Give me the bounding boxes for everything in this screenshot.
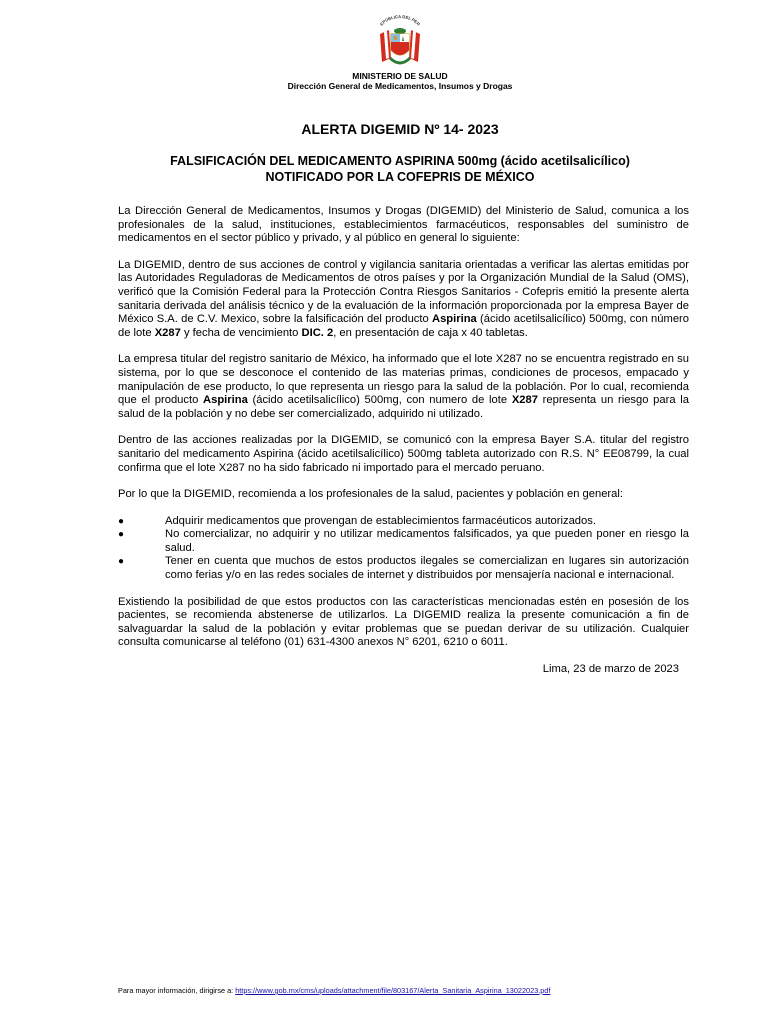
list-item: ● Adquirir medicamentos que provengan de establecimientos farmacéuticos autorizados. (118, 514, 596, 527)
document-date: Lima, 23 de marzo de 2023 (542, 663, 679, 676)
paragraph-bayer-contact: Dentro de las acciones realizadas por la DIGEMID, se comunicó con la empresa Bayer S.A. titular del registro sanitario del medicamento Aspirina (ácido acetilsalicílico) 500mg tableta autorizado con R.S. N° EE08799, la cual confirma que el lote X287 no ha sido fabricado ni importado para el mercado peruano. (118, 434, 689, 474)
paragraph-intro: La Dirección General de Medicamentos, Insumos y Drogas (DIGEMID) del Ministerio de Salud, comunica a los profesionales de la salud, instituciones, establecimientos farmacéuticos, responsables del suministro de medicamentos en el sector público y privado, y al público en general lo siguiente: (118, 205, 689, 245)
svg-text:REPÚBLICA DEL PERÚ: EPÚBLICA DEL PER (378, 14, 422, 27)
recommendation-list (118, 515, 689, 583)
document-body (118, 205, 689, 690)
paragraph-recommendation: Por lo que la DIGEMID, recomienda a los profesionales de la salud, pacientes y población en general: (118, 488, 623, 501)
list-item: ● Tener en cuenta que muchos de estos productos ilegales se comercializan en lugares sin autorización como ferias y/o en las redes sociales de internet y distribuidos por mensajería nacional e internacional. (118, 555, 689, 582)
paragraph-closing: Existiendo la posibilidad de que estos productos con las características mencionadas estén en posesión de los pacientes, se recomienda abstenerse de utilizarlos. La DIGEMID realiza la presente comunicación a fin de salvaguardar la salud de la población y evitar problemas que se puedan derivar de su utilización. Cualquier consulta comunicarse al teléfono (01) 631-4300 anexos N° 6201, 6210 o 6011. (118, 595, 689, 649)
bullet-icon: ● (118, 529, 125, 541)
bullet-icon: ● (118, 515, 125, 527)
footer-note (118, 986, 550, 995)
list-item: ● No comercializar, no adquirir y no utilizar medicamentos falsificados, ya que pueden poner en riesgo la salud. (118, 528, 689, 554)
directorate-name: Dirección General de Medicamentos, Insumos y Drogas (287, 81, 513, 91)
paragraph-company-report: La empresa titular del registro sanitario de México, ha informado que el lote X287 no se encuentra registrado en su sistema, por lo que se desconoce el contenido de las materias primas, condiciones de procesos, empacado y manipulación de ese producto, lo que representa un riesgo para la salud de la población. Por lo cual, recomienda que el producto Aspirina (ácido acetilsalicílico) 500mg, con numero de lote X287 representa un riesgo para la salud de la población y no debe ser comercializado, adquirido ni utilizado. (118, 353, 689, 420)
subtitle-line-1: FALSIFICACIÓN DEL MEDICAMENTO ASPIRINA 500mg (ácido acetilsalicílico) (170, 154, 630, 168)
ministry-name: MINISTERIO DE SALUD (352, 71, 448, 81)
paragraph-verification: La DIGEMID, dentro de sus acciones de control y vigilancia sanitaria orientadas a verificar las alertas emitidas por las Autoridades Reguladoras de Medicamentos de otros países y por la Organización Mundial de la Salud (OMS), verificó que la Comisión Federal para la Protección Contra Riesgos Sanitarios - Cofepris emitió la presente alerta sanitaria derivada del análisis técnico y de la evaluación de la información proporcionada por la empresa Bayer de México S.A. de C.V. Mexico, sobre la falsificación del producto Aspirina (ácido acetilsalicílico) 500mg, con número de lote X287 y fecha de vencimiento DIC. 2, en presentación de caja x 40 tabletas. (118, 258, 689, 339)
bullet-icon: ● (118, 556, 125, 568)
alert-title: ALERTA DIGEMID Nº 14- 2023 (301, 121, 499, 137)
footer-label: Para mayor información, dirigirse a: (118, 986, 236, 995)
subtitle-line-2: NOTIFICADO POR LA COFEPRIS DE MÉXICO (265, 170, 535, 184)
peru-coat-of-arms-logo (370, 12, 430, 68)
footer-source-link[interactable]: https://www.gob.mx/cms/uploads/attachment/file/803167/Alerta_Sanitaria_Aspirina_13022023.pdf (235, 986, 551, 995)
